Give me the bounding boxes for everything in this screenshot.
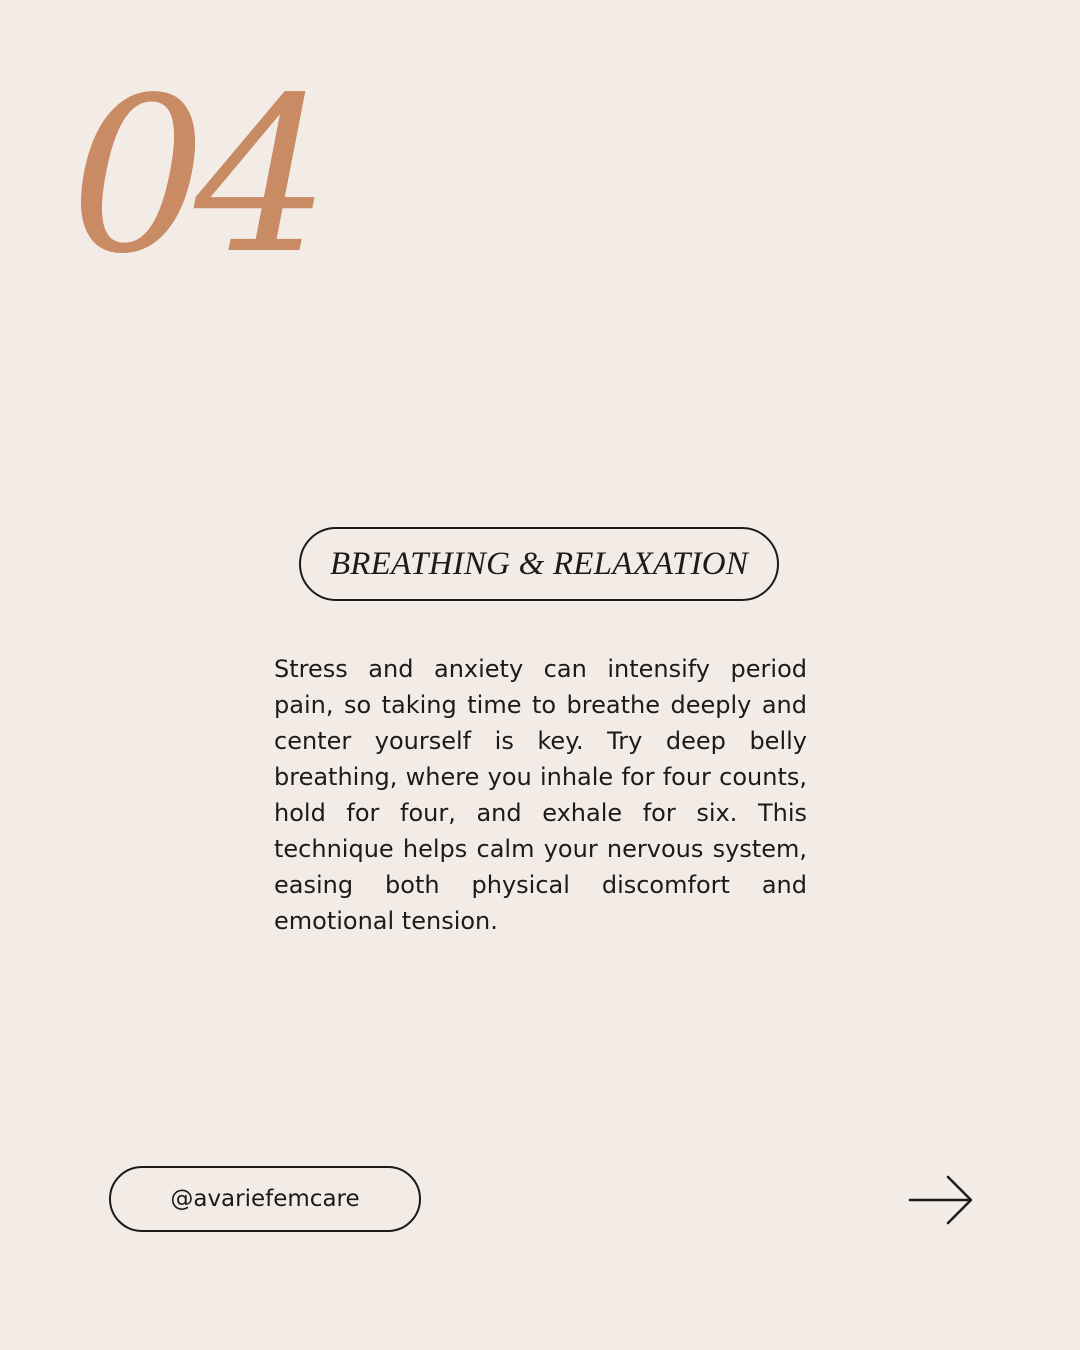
handle-text: @avariefemcare [170, 1186, 360, 1212]
handle-pill[interactable] [109, 1166, 421, 1232]
section-title: BREATHING & RELAXATION [329, 545, 749, 582]
arrow-right-icon[interactable] [908, 1174, 974, 1226]
body-paragraph: Stress and anxiety can intensify period pain, so taking time to breathe deeply and center yourself is key. Try deep belly breathing, where you inhale for four counts, hold for four, and exhale for six. This technique helps calm your nervous system, easing both physical discomfort and emotional tension. [274, 655, 807, 935]
step-number: 04 [70, 52, 319, 301]
section-title-pill [299, 527, 779, 601]
